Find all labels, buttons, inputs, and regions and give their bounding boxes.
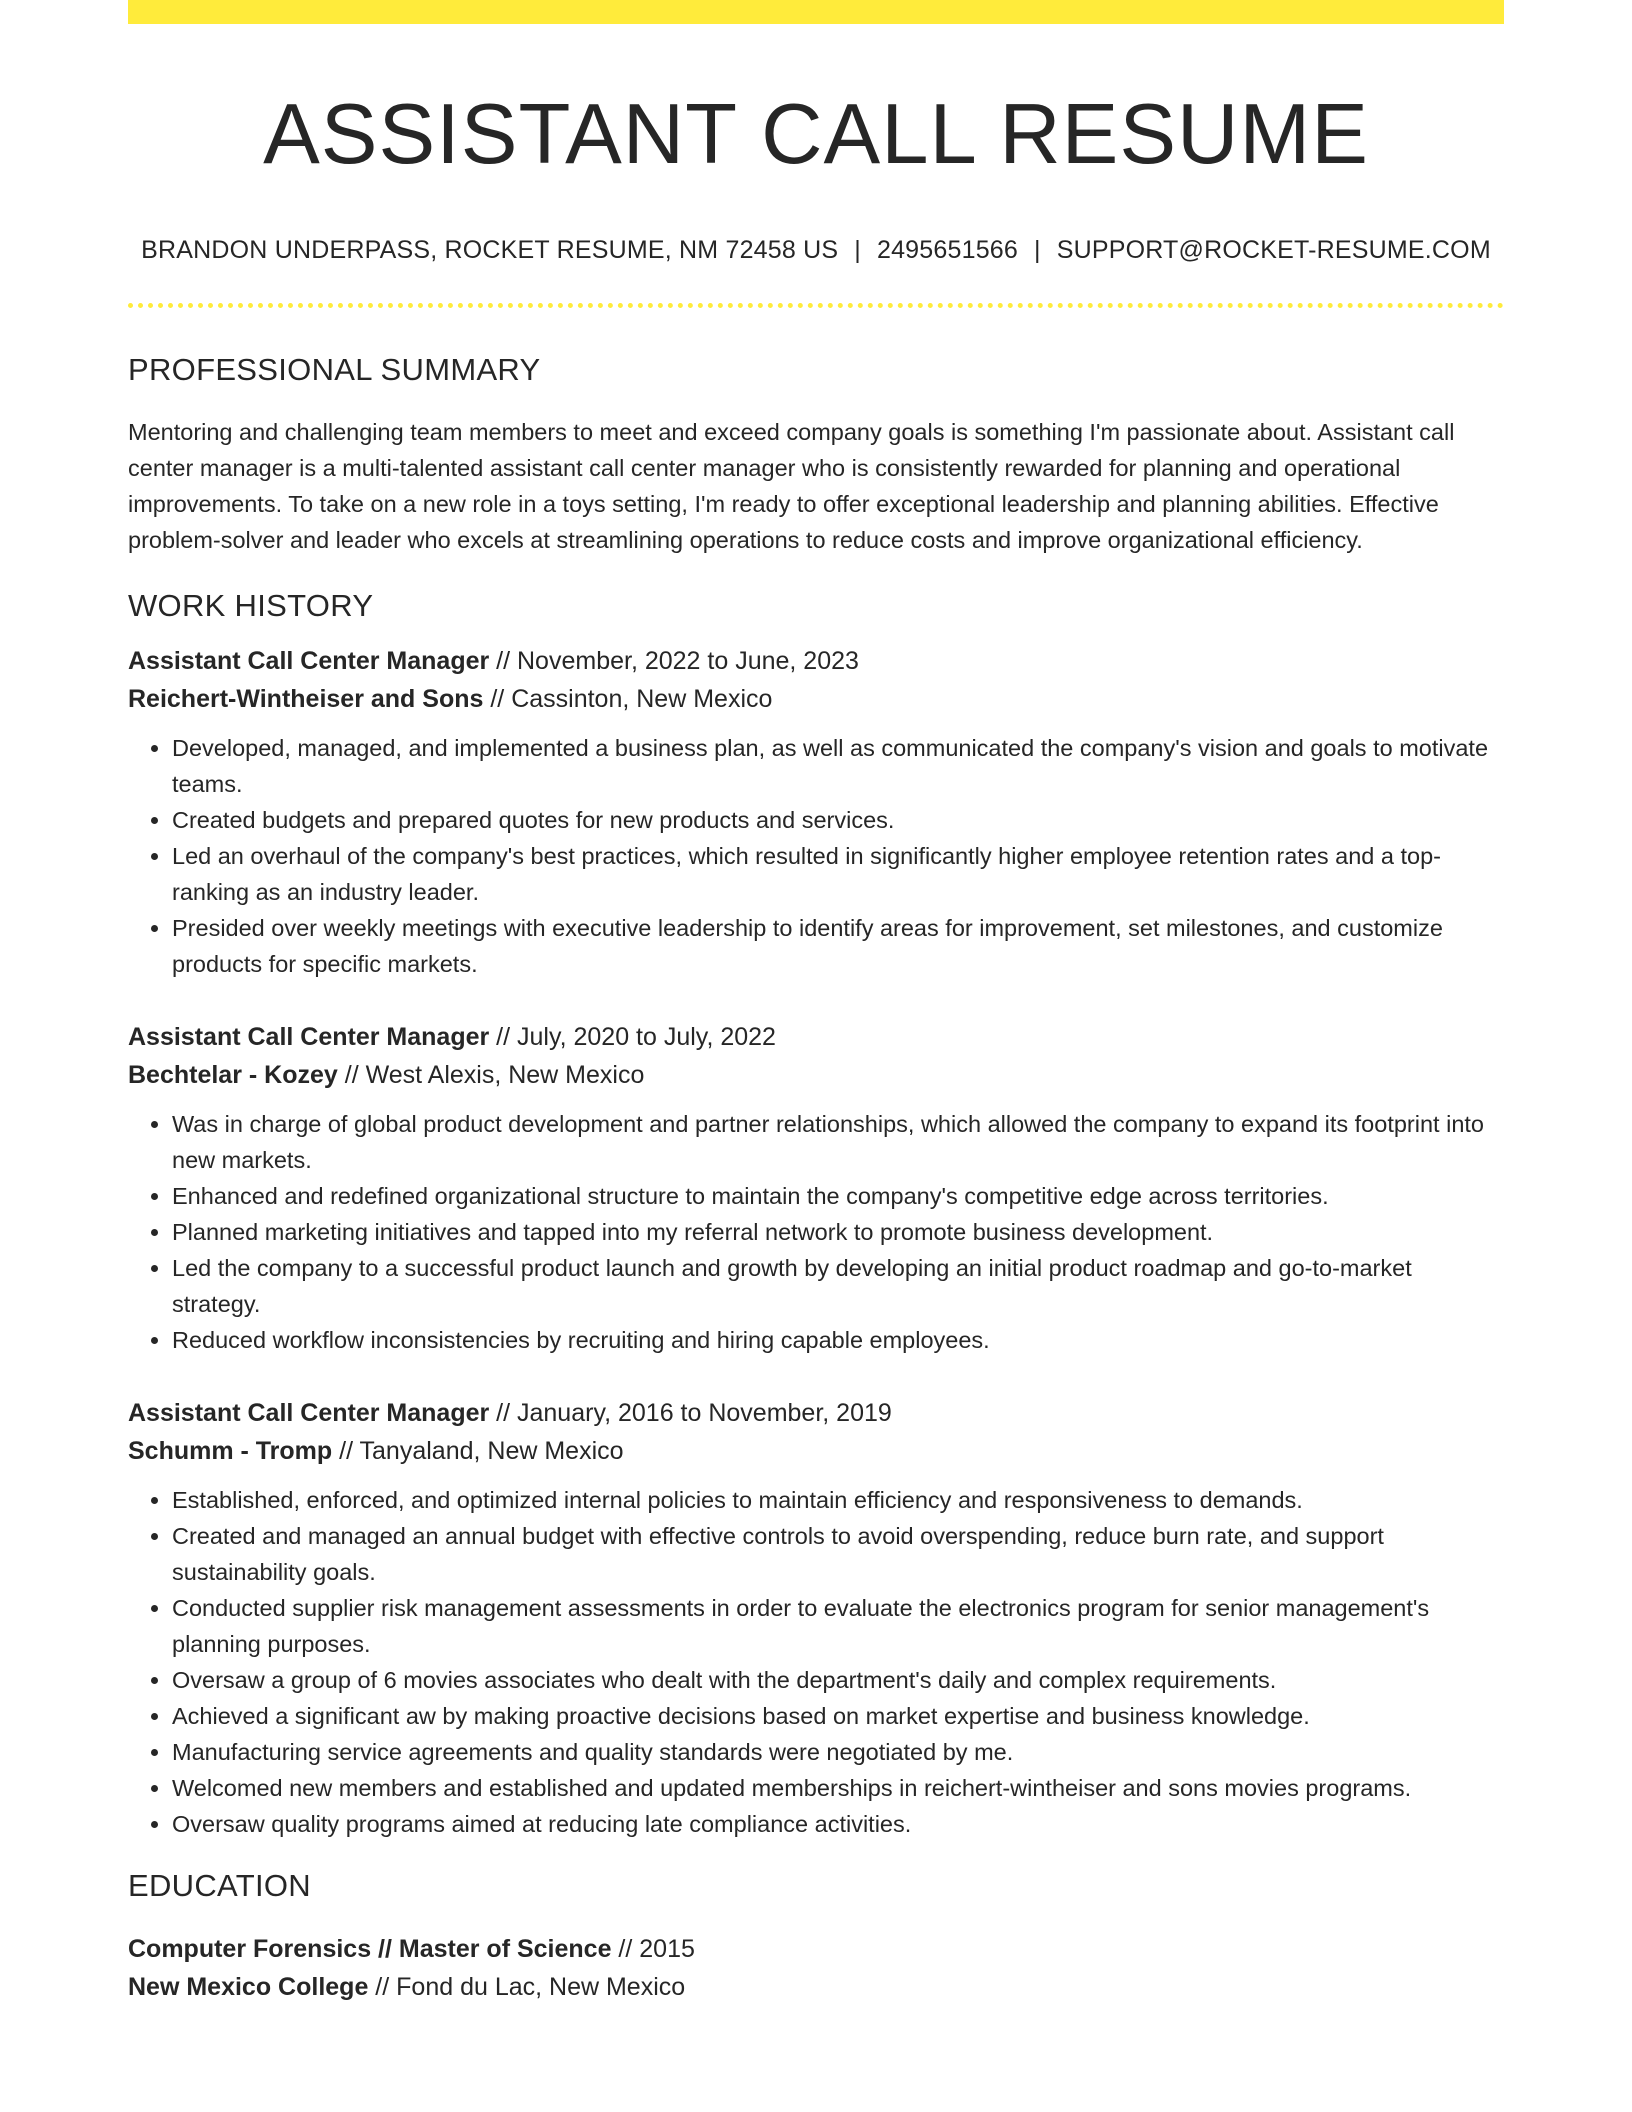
job-bullet: • Reduced workflow inconsistencies by recruiting and hiring capable employees. <box>172 1322 1504 1358</box>
job-bullet: • Manufacturing service agreements and quality standards were negotiated by me. <box>172 1734 1504 1770</box>
education-degree: Computer Forensics // Master of Science <box>128 1934 612 1963</box>
job-bullet: • Oversaw a group of 6 movies associates who dealt with the department's daily and complex requirements. <box>172 1662 1504 1698</box>
job-location: // West Alexis, New Mexico <box>337 1060 645 1089</box>
job-bullet: • Created and managed an annual budget with effective controls to avoid overspending, reduce burn rate, and support sustainability goals. <box>172 1518 1504 1590</box>
job-bullet: • Created budgets and prepared quotes for new products and services. <box>172 802 1504 838</box>
education-school-line <box>128 1968 1504 2006</box>
job-bullets <box>128 1482 1504 1842</box>
job-company: Schumm - Tromp <box>128 1436 333 1465</box>
contact-line <box>128 236 1504 265</box>
job-bullet: • Led an overhaul of the company's best practices, which resulted in significantly higher employee retention rates and a top-ranking as an industry leader. <box>172 838 1504 910</box>
job-bullet: • Conducted supplier risk management assessments in order to evaluate the electronics program for senior management's planning purposes. <box>172 1590 1504 1662</box>
job-title: Assistant Call Center Manager <box>128 1022 490 1051</box>
summary-heading: PROFESSIONAL SUMMARY <box>128 351 541 387</box>
summary-text: Mentoring and challenging team members to meet and exceed company goals is something I'm passionate about. Assistant call center manager is a multi-talented assistant call center manager who is consistently rewarded for planning and operational improvements. To take on a new role in a toys setting, I'm ready to offer exceptional leadership and planning abilities. Effective problem-solver and leader who excels at streamlining operations to reduce costs and improve organizational efficiency. <box>128 418 1455 553</box>
job-company: Bechtelar - Kozey <box>128 1060 338 1089</box>
contact-address: BRANDON UNDERPASS, ROCKET RESUME, NM 72458 US <box>141 235 839 264</box>
job-bullets <box>128 1106 1504 1358</box>
job-entry <box>128 1394 1504 1842</box>
accent-top-bar <box>128 0 1504 24</box>
job-bullet: • Developed, managed, and implemented a business plan, as well as communicated the company's vision and goals to motivate teams. <box>172 730 1504 802</box>
job-bullet: • Achieved a significant aw by making proactive decisions based on market expertise and business knowledge. <box>172 1698 1504 1734</box>
education-entry <box>128 1930 1504 2006</box>
resume-page <box>128 0 1504 2006</box>
job-location: // Cassinton, New Mexico <box>483 684 773 713</box>
work-history-heading: WORK HISTORY <box>128 587 374 623</box>
contact-separator: | <box>854 235 861 264</box>
job-dates: // January, 2016 to November, 2019 <box>489 1398 892 1427</box>
job-entry <box>128 642 1504 982</box>
job-dates: // July, 2020 to July, 2022 <box>489 1022 776 1051</box>
job-bullets <box>128 730 1504 982</box>
contact-email[interactable]: SUPPORT@ROCKET-RESUME.COM <box>1056 235 1491 264</box>
job-bullet: • Welcomed new members and established and updated memberships in reichert-wintheiser and sons movies programs. <box>172 1770 1504 1806</box>
job-bullet: • Led the company to a successful product launch and growth by developing an initial product roadmap and go-to-market strategy. <box>172 1250 1504 1322</box>
education-degree-line <box>128 1930 1504 1968</box>
job-company: Reichert-Wintheiser and Sons <box>128 684 484 713</box>
job-company-line <box>128 680 1504 718</box>
dotted-divider <box>128 303 1504 308</box>
job-title: Assistant Call Center Manager <box>128 646 490 675</box>
job-title: Assistant Call Center Manager <box>128 1398 490 1427</box>
job-bullet: • Established, enforced, and optimized internal policies to maintain efficiency and responsiveness to demands. <box>172 1482 1504 1518</box>
job-dates: // November, 2022 to June, 2023 <box>489 646 859 675</box>
job-company-line <box>128 1432 1504 1470</box>
job-bullet: • Planned marketing initiatives and tapped into my referral network to promote business development. <box>172 1214 1504 1250</box>
education-year: // 2015 <box>611 1934 695 1963</box>
job-company-line <box>128 1056 1504 1094</box>
education-heading: EDUCATION <box>128 1867 311 1903</box>
job-bullet: • Enhanced and redefined organizational structure to maintain the company's competitive edge across territories. <box>172 1178 1504 1214</box>
job-title-line <box>128 1018 1504 1056</box>
education-location: // Fond du Lac, New Mexico <box>368 1972 686 2001</box>
job-entry <box>128 1018 1504 1358</box>
contact-phone[interactable]: 2495651566 <box>876 235 1019 264</box>
contact-separator: | <box>1034 235 1041 264</box>
job-bullet: • Was in charge of global product development and partner relationships, which allowed the company to expand its footprint into new markets. <box>172 1106 1504 1178</box>
education-school: New Mexico College <box>128 1972 369 2001</box>
job-bullet: • Oversaw quality programs aimed at reducing late compliance activities. <box>172 1806 1504 1842</box>
resume-name: ASSISTANT CALL RESUME <box>263 87 1369 182</box>
job-bullet: • Presided over weekly meetings with executive leadership to identify areas for improvement, set milestones, and customize products for specific markets. <box>172 910 1504 982</box>
job-title-line <box>128 642 1504 680</box>
job-title-line <box>128 1394 1504 1432</box>
job-location: // Tanyaland, New Mexico <box>332 1436 624 1465</box>
